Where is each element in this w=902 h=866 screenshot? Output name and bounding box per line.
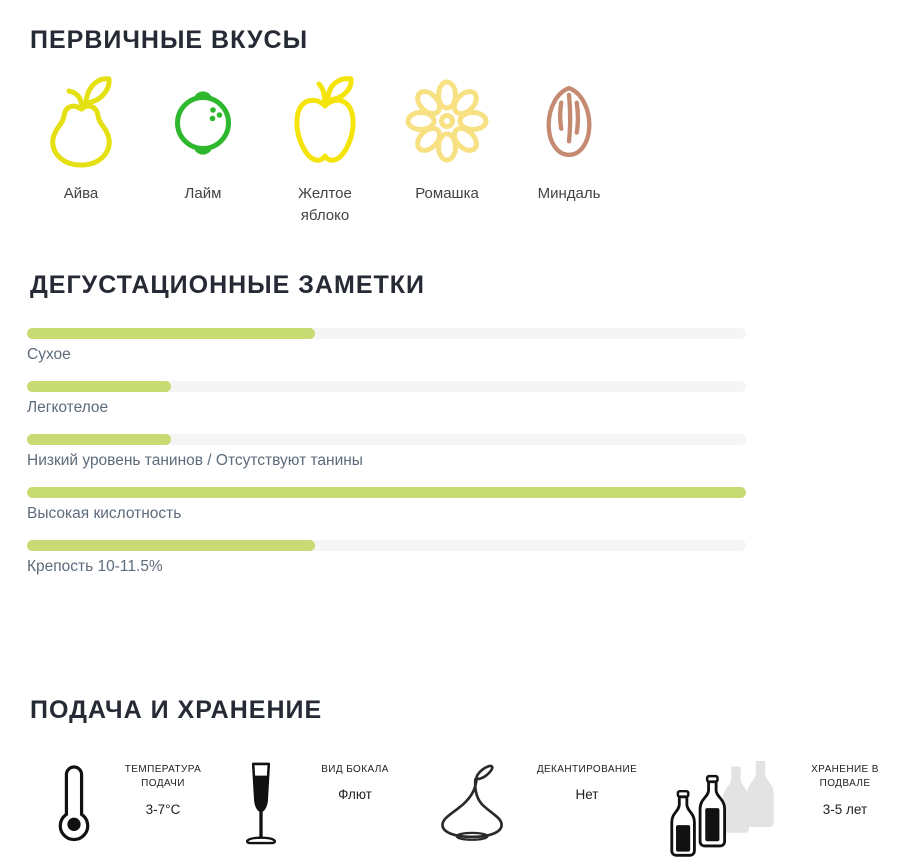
flavor-label: Айва [63,185,99,202]
bar-label: Низкий уровень танинов / Отсутствуют танины [27,451,363,469]
serve-text [788,761,902,817]
bar-label: Крепость 10-11.5% [27,557,163,575]
serve-item-decanting [430,761,644,848]
thermometer-icon [56,761,92,850]
serving-row [56,761,879,866]
tasting-bar-row-tannins [27,434,756,470]
serve-item-temperature [56,761,220,850]
serve-text [530,761,644,803]
bar-fill [27,540,315,551]
primary-flavors-title: ПЕРВИЧНЫЕ ВКУСЫ [30,26,309,54]
decanter-icon [430,761,516,848]
flavor-item-chamomile [386,69,508,227]
bar-fill [27,328,315,339]
serving-storage-title: ПОДАЧА И ХРАНЕНИЕ [30,695,323,724]
flavor-row [20,69,786,227]
serve-value: Нет [575,787,599,802]
bar-fill [27,487,746,498]
serve-label: ХРАНЕНИЕ В ПОДВАЛЕ [811,763,879,789]
serve-item-cellar [662,761,902,866]
flavor-label: Лайм [184,185,222,202]
lime-icon [168,69,238,173]
almond-icon [540,69,598,173]
flavor-item-lime [142,69,264,227]
serve-text [298,761,412,803]
bar-track [27,381,746,392]
tasting-bar-row-dryness [27,328,756,364]
serve-text [106,761,220,817]
tasting-bar-row-acidity [27,487,756,523]
serve-value: 3-5 лет [822,801,868,817]
bar-track [27,434,746,445]
bar-track [27,328,746,339]
serve-value: 3-7°C [145,801,181,817]
tasting-bar-row-strength [27,540,756,576]
serve-label: ТЕМПЕРАТУРА ПОДАЧИ [124,763,202,789]
tasting-bar-row-body [27,381,756,417]
quince-pear-icon [43,69,119,173]
flavor-label: Миндаль [537,185,601,202]
bar-label: Высокая кислотность [27,504,182,522]
serve-label: ДЕКАНТИРОВАНИЕ [536,763,638,775]
tasting-bars [27,328,756,576]
flavor-item-almond [508,69,630,227]
bar-fill [27,434,171,445]
cellar-bottles-icon [662,761,774,866]
tasting-notes-title: ДЕГУСТАЦИОННЫЕ ЗАМЕТКИ [30,270,425,299]
flavor-label: Ромашка [415,185,479,202]
bar-label: Легкотелое [27,398,109,416]
bar-track [27,487,746,498]
serve-item-glass [238,761,412,852]
flute-glass-icon [238,761,284,852]
serve-label: ВИД БОКАЛА [321,763,389,775]
yellow-apple-icon [288,69,362,173]
chamomile-icon [405,69,489,173]
bar-fill [27,381,171,392]
flavor-label: Желтое яблоко [298,185,352,224]
serve-value: Флют [338,787,372,802]
flavor-item-yellow-apple [264,69,386,227]
bar-track [27,540,746,551]
bar-label: Сухое [27,345,71,363]
flavor-item-quince [20,69,142,227]
